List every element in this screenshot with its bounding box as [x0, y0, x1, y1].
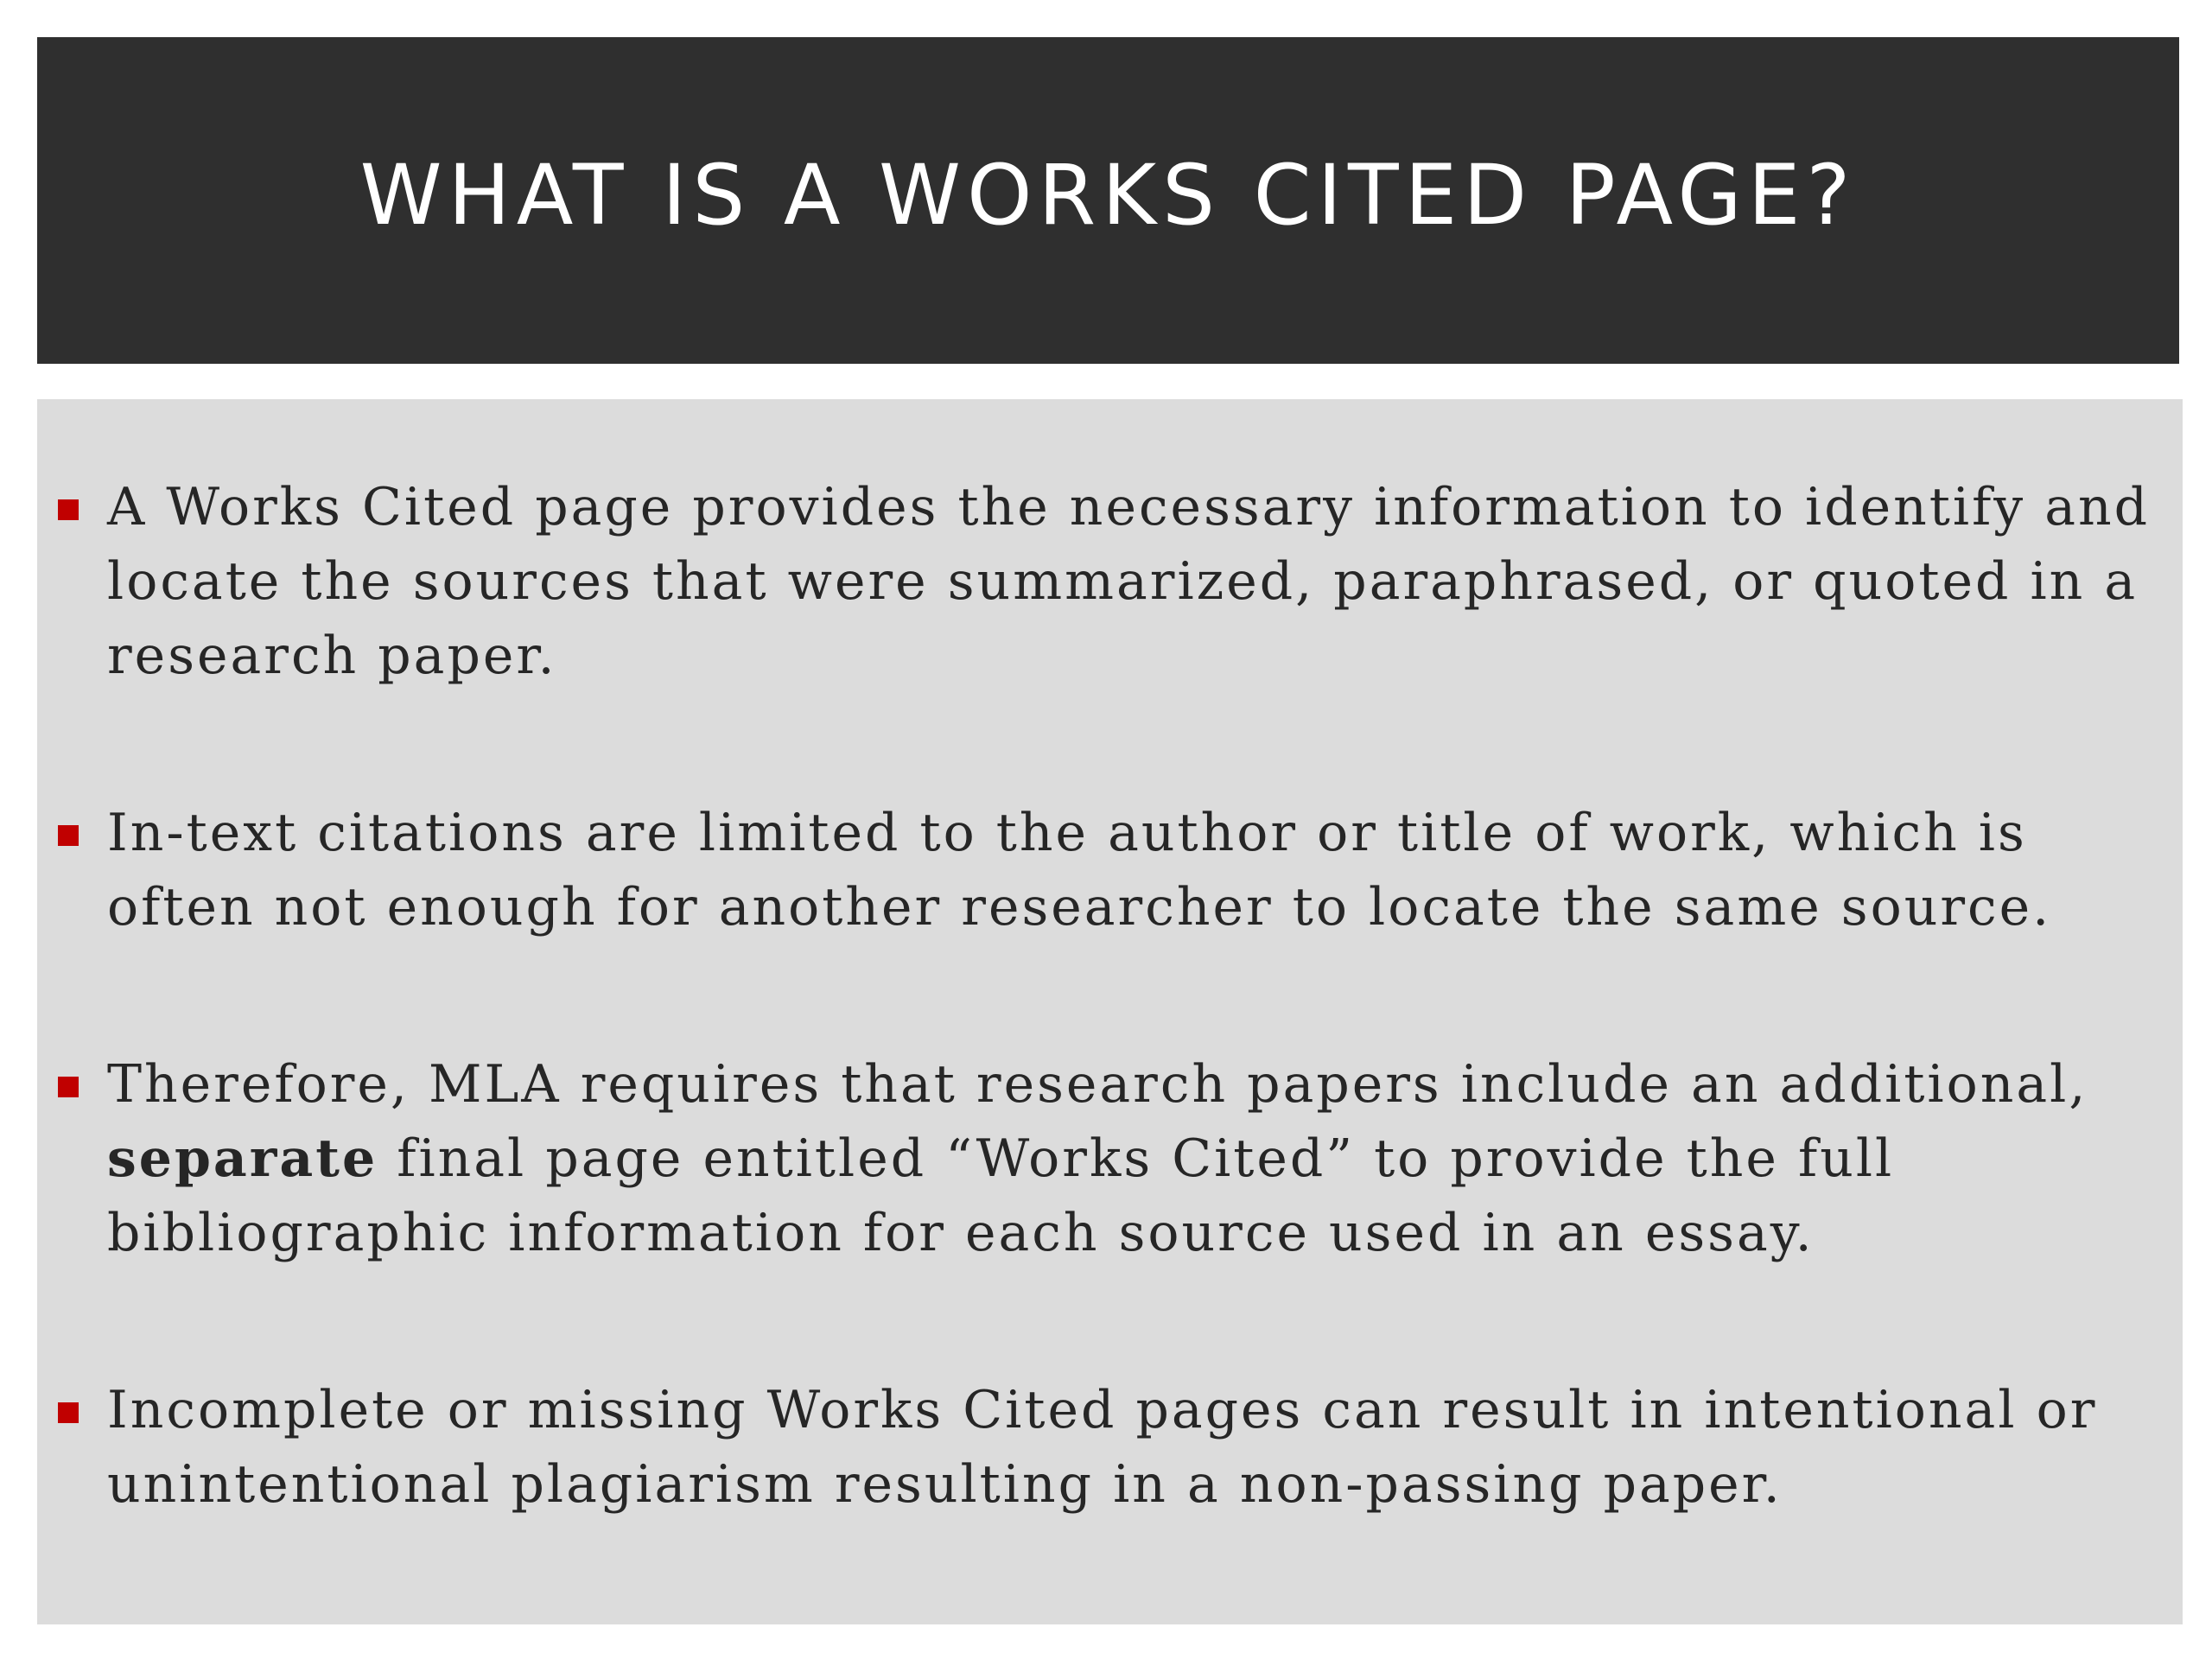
bullet-text [107, 1047, 2168, 1270]
bullet-text-emphasis: separate [107, 1128, 378, 1189]
bullet-text: In-text citations are limited to the author or title of work, which is often not enough for another researcher to locate the same source. [107, 803, 2052, 938]
bullet-text-part: Therefore, MLA requires that research papers include an additional, [107, 1054, 2088, 1115]
square-bullet-icon [58, 825, 79, 846]
square-bullet-icon [58, 1402, 79, 1423]
content-panel [37, 399, 2183, 1624]
bullet-text: A Works Cited page provides the necessary information to identify and locate the sources that were summarized, paraphrased, or quoted in a research paper. [107, 477, 2151, 686]
title-bar [37, 37, 2179, 364]
square-bullet-icon [58, 499, 79, 520]
bullet-text: Incomplete or missing Works Cited pages can result in intentional or unintentional plagiarism resulting in a non-passing paper. [107, 1380, 2098, 1515]
slide-title: WHAT IS A WORKS CITED PAGE? [359, 147, 1857, 244]
bullet-text-part: final page entitled “Works Cited” to provide the full bibliographic information for each source used in an essay. [107, 1128, 1895, 1263]
square-bullet-icon [58, 1077, 79, 1097]
